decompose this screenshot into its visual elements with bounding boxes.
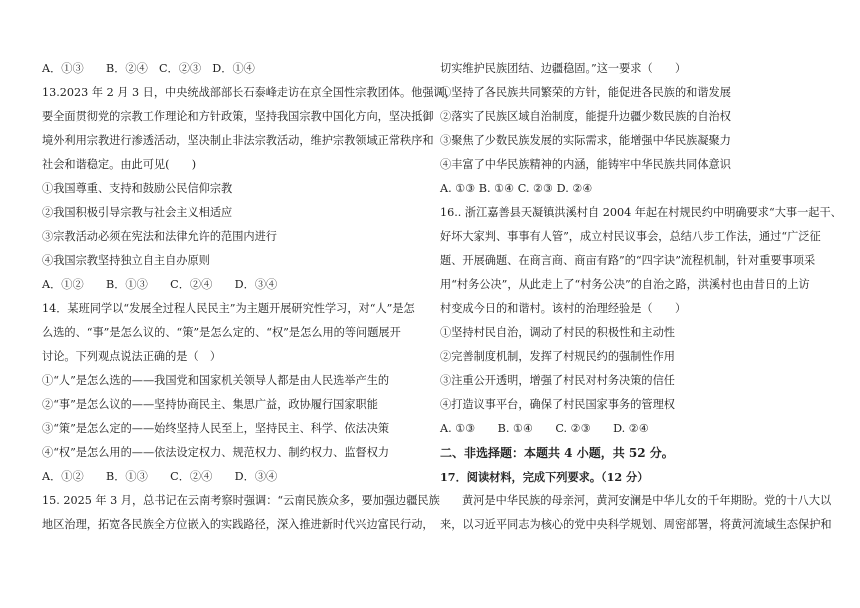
q14-item: ③“策”是怎么定的——始终坚持人民至上，坚持民主、科学、依法决策 xyxy=(42,422,390,435)
q13-stem-line: 社会和谐稳定。由此可见( ) xyxy=(42,158,197,171)
q16-item: ③注重公开透明，增强了村民对村务决策的信任 xyxy=(440,374,675,387)
q15-item: ③聚焦了少数民族发展的实际需求，能增强中华民族凝聚力 xyxy=(440,134,731,147)
q14-stem-line: 14．某班同学以“发展全过程人民民主”为主题开展研究性学习，对“人”是怎 xyxy=(42,302,415,315)
q14-options: A．①② B．①③ C．②④ D．③④ xyxy=(42,470,278,483)
q14-item: ①“人”是怎么选的——我国党和国家机关领导人都是由人民选举产生的 xyxy=(42,374,390,387)
q12-options: A．①③ B．②④ C．②③ D．①④ xyxy=(42,62,255,75)
q13-options: A．①② B．①③ C．②④ D．③④ xyxy=(42,278,278,291)
q16-item: ④打造议事平台，确保了村民国家事务的管理权 xyxy=(440,398,675,411)
q15-stem-line: 地区治理，拓宽各民族全方位嵌入的实践路径，深入推进新时代兴边富民行动， xyxy=(42,518,434,531)
q13-stem-line: 境外利用宗教进行渗透活动，坚决制止非法宗教活动，维护宗教领域正常秩序和 xyxy=(42,134,434,147)
question-14 xyxy=(42,297,422,489)
q13-stem-line: 13.2023 年 2 月 3 日，中央统战部部长石泰峰走访在京全国性宗教团体。他强调， xyxy=(42,86,456,99)
q14-item: ②“事”是怎么议的——坚持协商民主、集思广益，政协履行国家职能 xyxy=(42,398,378,411)
left-column xyxy=(42,0,456,537)
q16-stem-line: 好坏大家判、事事有人管”，成立村民议事会，总结八步工作法，通过“广泛征 xyxy=(440,230,821,243)
question-16 xyxy=(440,201,842,441)
q14-stem-line: 讨论。下列观点说法正确的是（ ） xyxy=(42,350,222,363)
q15-options: A. ①③ B. ①④ C. ②③ D. ②④ xyxy=(440,182,593,195)
q14-stem-line: 么选的、“事”是怎么议的、“策”是怎么定的、“权”是怎么用的等问题展开 xyxy=(42,326,401,339)
q14-item: ④“权”是怎么用的——依法设定权力、规范权力、制约权力、监督权力 xyxy=(42,446,390,459)
section-heading: 二、非选择题：本题共 4 小题，共 52 分。 xyxy=(440,446,674,460)
q16-options: A. ①③ B. ①④ C. ②③ D. ②④ xyxy=(440,422,649,435)
q16-stem-line: 16.. 浙江嘉善县天凝镇洪溪村自 2004 年起在村规民约中明确要求“大事一起干、 xyxy=(440,206,842,219)
q17-passage-line: 来，以习近平同志为核心的党中央科学规划、周密部署，将黄河流域生态保护和 xyxy=(440,518,832,531)
q17-passage-line: 黄河是中华民族的母亲河，黄河安澜是中华儿女的千年期盼。党的十八大以 xyxy=(462,494,832,507)
question-13 xyxy=(42,81,456,297)
q13-item: ①我国尊重、支持和鼓励公民信仰宗教 xyxy=(42,182,233,195)
q13-item: ④我国宗教坚持独立自主自办原则 xyxy=(42,254,210,267)
question-15 xyxy=(42,489,440,537)
q15-stem-continued: 切实维护民族团结、边疆稳固。”这一要求（ ） xyxy=(440,62,687,75)
q16-stem-line: 用“村务公决”，从此走上了“村务公决”的自治之路，洪溪村也由昔日的上访 xyxy=(440,278,810,291)
q16-stem-line: 题、开展确题、在商言商、商亩有路”的“四字诀”流程机制，针对重要事项采 xyxy=(440,254,816,267)
q13-item: ②我国积极引导宗教与社会主义相适应 xyxy=(42,206,233,219)
q16-stem-line: 村变成今日的和谐村。该村的治理经验是（ ） xyxy=(440,302,687,315)
q15-item: ④丰富了中华民族精神的内涵，能铸牢中华民族共同体意识 xyxy=(440,158,731,171)
q15-item: ②落实了民族区域自治制度，能提升边疆少数民族的自治权 xyxy=(440,110,731,123)
q17-heading: 17．阅读材料，完成下列要求。（12 分） xyxy=(440,470,649,484)
q16-item: ①坚持村民自治，调动了村民的积极性和主动性 xyxy=(440,326,675,339)
q15-stem-line: 15. 2025 年 3 月，总书记在云南考察时强调：“云南民族众多，要加强边疆民族 xyxy=(42,494,440,507)
q16-item: ②完善制度机制，发挥了村规民约的强制性作用 xyxy=(440,350,675,363)
q13-stem-line: 要全面贯彻党的宗教工作理论和方针政策，坚持我国宗教中国化方向，坚决抵御 xyxy=(42,110,434,123)
right-column xyxy=(440,0,842,537)
q13-item: ③宗教活动必须在宪法和法律允许的范围内进行 xyxy=(42,230,277,243)
q15-item: ①坚持了各民族共同繁荣的方针，能促进各民族的和谐发展 xyxy=(440,86,731,99)
